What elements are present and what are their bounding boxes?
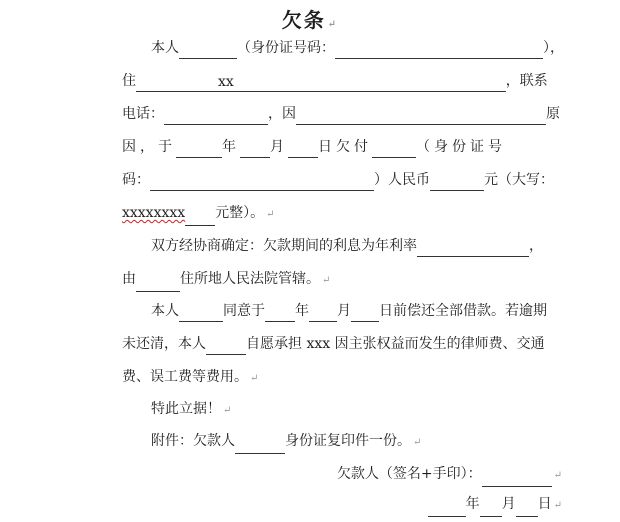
day-blank[interactable] [288,139,318,158]
signature-date-line: 年 月 日 ↵ [428,493,562,515]
paragraph-mark: ↵ [322,275,331,286]
month-blank[interactable] [240,139,270,158]
p3-line-2: 未还清，本人 自愿承担 xxx 因主张权益而发生的律师费、交通 [122,333,562,355]
paragraph-mark: ↵ [266,209,275,220]
phone-blank[interactable] [164,106,268,125]
interest-rate-blank[interactable] [417,238,529,257]
payee-id-blank[interactable] [150,172,374,191]
paragraph-mark: ↵ [553,470,562,481]
address-blank-1[interactable] [136,73,218,92]
document-title: 欠条 ↵ [281,8,339,32]
signature-blank[interactable] [482,468,552,487]
p5-line: 附件：欠款人 身份证复印件一份。 ↵ [151,430,591,452]
sign-month-blank[interactable] [480,498,502,517]
p1-line-2: 住 xx ，联系 [122,73,548,90]
repay-month-blank[interactable] [309,303,337,322]
paragraph-mark: ↵ [223,405,232,416]
reason-blank[interactable] [296,106,546,125]
p1-line-3: 电话： ，因 原 [122,103,562,125]
p2-line-1: 双方经协商确定：欠款期间的利息为年利率 ， [151,235,591,257]
p1-line-5: 码： ）人民币 元（大写： [122,169,562,191]
id-number-blank[interactable] [335,40,543,59]
attachment-debtor-blank[interactable] [235,435,285,454]
sign-year-blank[interactable] [428,498,466,517]
year-blank[interactable] [176,139,222,158]
paragraph-mark: ↵ [250,373,259,384]
paragraph-mark: ↵ [553,500,562,511]
sign-day-blank[interactable] [516,498,538,517]
p4-line: 特此立据！ ↵ [151,401,232,417]
address-xx[interactable]: xx [218,74,234,90]
debtor-blank[interactable] [179,303,223,322]
name-blank[interactable] [179,40,237,59]
p3-line-3: 费、误工费等费用。 ↵ [122,369,259,385]
p1-line-1: 本人 （身份证号码： ）， [151,37,591,59]
amount-words-blank[interactable] [185,207,215,226]
p2-line-2: 由 住所地人民法院管辖。 ↵ [122,268,562,290]
payee-blank[interactable] [372,139,416,158]
signature-line: 欠款人（签名+手印）： ↵ [337,463,562,485]
address-blank-2[interactable] [234,73,506,92]
paragraph-mark: ↵ [413,437,422,448]
court-party-blank[interactable] [136,273,180,292]
p3-line-1: 本人 同意于 年 月 日前偿还全部借款。若逾期 [151,300,591,322]
amount-in-words[interactable]: xxxxxxxx [122,205,186,221]
amount-blank[interactable] [430,172,484,191]
repay-day-blank[interactable] [351,303,379,322]
repay-year-blank[interactable] [265,303,295,322]
p1-line-4: 因，于 年 月 日欠付 （身份证号 [122,136,562,158]
paragraph-mark: ↵ [327,19,339,30]
liable-party-blank[interactable] [206,336,246,355]
p1-line-6: xxxxxxxx 元整）。 ↵ [122,202,562,224]
